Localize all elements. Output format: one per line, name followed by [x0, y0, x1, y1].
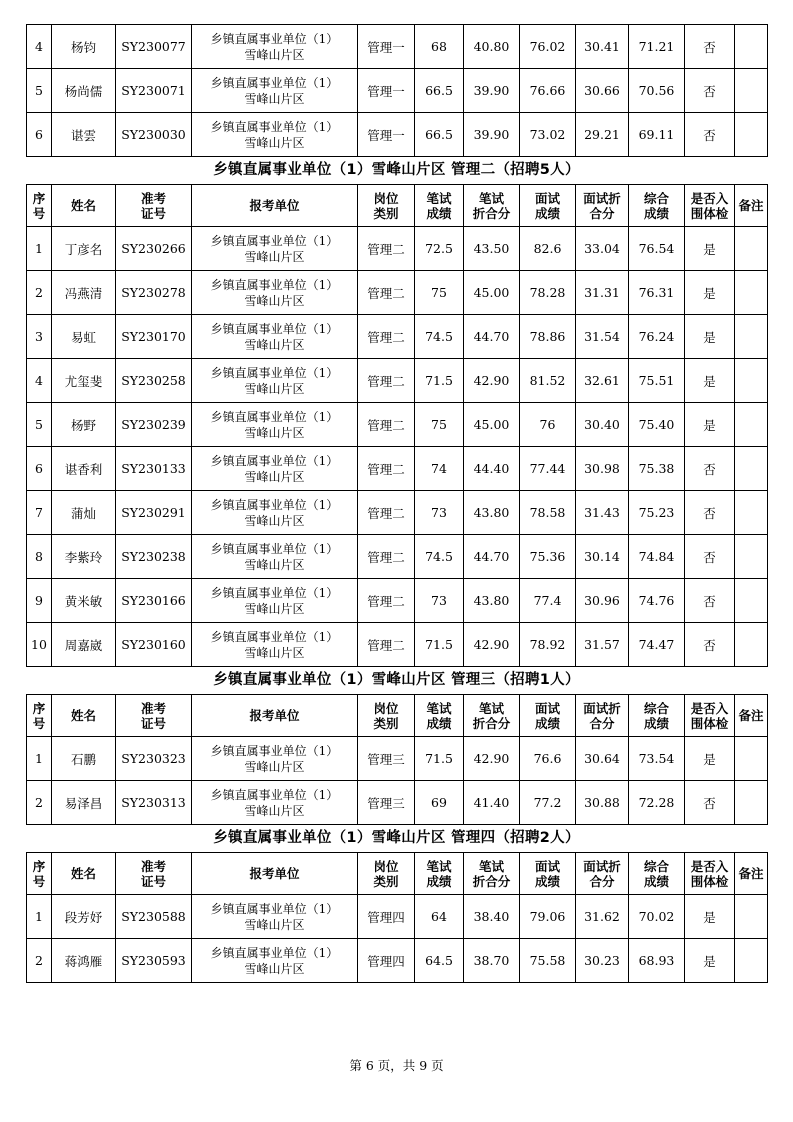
- score-table: [26, 852, 768, 983]
- col-remark-cell: [735, 271, 768, 315]
- col-ticket-cell: SY230593: [116, 939, 192, 983]
- col-written-converted-cell: 39.90: [464, 113, 520, 157]
- col-exam-entry-cell: 是: [685, 737, 735, 781]
- col-interview-header: 面试 成绩: [520, 185, 576, 227]
- table-row: [27, 579, 768, 623]
- col-name-cell: 蒋鸿雁: [52, 939, 116, 983]
- col-total-cell: 70.56: [629, 69, 685, 113]
- table-row: [27, 227, 768, 271]
- col-name-cell: 蒲灿: [52, 491, 116, 535]
- col-interview-converted-cell: 30.41: [576, 25, 629, 69]
- col-interview-converted-cell: 31.31: [576, 271, 629, 315]
- col-written-converted-cell: 38.70: [464, 939, 520, 983]
- col-written-cell: 74.5: [415, 315, 464, 359]
- col-name-cell: 段芳妤: [52, 895, 116, 939]
- col-ticket-header: 准考 证号: [116, 695, 192, 737]
- page-footer: 第 6 页，共 9 页: [349, 1058, 444, 1073]
- col-remark-header: 备注: [735, 695, 768, 737]
- col-post-cell: 管理二: [358, 315, 415, 359]
- table-row: [27, 781, 768, 825]
- col-ticket-cell: SY230030: [116, 113, 192, 157]
- col-written-cell: 64: [415, 895, 464, 939]
- section-title: 乡镇直属事业单位（1）雪峰山片区 管理二（招聘5人）: [213, 162, 580, 178]
- col-total-cell: 75.40: [629, 403, 685, 447]
- col-total-cell: 75.51: [629, 359, 685, 403]
- col-total-cell: 73.54: [629, 737, 685, 781]
- col-written-cell: 64.5: [415, 939, 464, 983]
- col-remark-cell: [735, 25, 768, 69]
- col-written-converted-cell: 42.90: [464, 359, 520, 403]
- section-title: 乡镇直属事业单位（1）雪峰山片区 管理四（招聘2人）: [213, 830, 580, 846]
- col-written-header: 笔试 成绩: [415, 185, 464, 227]
- col-seq-cell: 5: [27, 403, 52, 447]
- col-exam-entry-cell: 否: [685, 781, 735, 825]
- col-name-cell: 石鹏: [52, 737, 116, 781]
- col-unit-cell: 乡镇直属事业单位（1） 雪峰山片区: [192, 781, 358, 825]
- col-name-cell: 杨野: [52, 403, 116, 447]
- score-table: [26, 184, 768, 667]
- col-written-converted-cell: 44.70: [464, 535, 520, 579]
- col-interview-converted-cell: 30.96: [576, 579, 629, 623]
- col-interview-converted-cell: 30.23: [576, 939, 629, 983]
- col-seq-cell: 4: [27, 25, 52, 69]
- col-remark-cell: [735, 447, 768, 491]
- table-header-row: [27, 185, 768, 227]
- col-total-cell: 74.76: [629, 579, 685, 623]
- col-post-cell: 管理四: [358, 939, 415, 983]
- col-remark-cell: [735, 315, 768, 359]
- table-row: [27, 491, 768, 535]
- col-written-converted-cell: 45.00: [464, 271, 520, 315]
- col-interview-converted-header: 面试折 合分: [576, 853, 629, 895]
- col-exam-entry-cell: 是: [685, 271, 735, 315]
- col-remark-cell: [735, 579, 768, 623]
- col-interview-cell: 77.4: [520, 579, 576, 623]
- col-ticket-cell: SY230266: [116, 227, 192, 271]
- col-exam-entry-header: 是否入 围体检: [685, 853, 735, 895]
- col-ticket-cell: SY230071: [116, 69, 192, 113]
- col-remark-cell: [735, 491, 768, 535]
- col-written-cell: 75: [415, 403, 464, 447]
- col-unit-cell: 乡镇直属事业单位（1） 雪峰山片区: [192, 491, 358, 535]
- table-header-row: [27, 853, 768, 895]
- col-written-converted-cell: 43.50: [464, 227, 520, 271]
- document-page: [26, 24, 767, 983]
- col-unit-cell: 乡镇直属事业单位（1） 雪峰山片区: [192, 25, 358, 69]
- col-ticket-cell: SY230170: [116, 315, 192, 359]
- col-post-cell: 管理二: [358, 403, 415, 447]
- col-name-cell: 冯燕清: [52, 271, 116, 315]
- col-unit-cell: 乡镇直属事业单位（1） 雪峰山片区: [192, 535, 358, 579]
- col-seq-cell: 1: [27, 227, 52, 271]
- col-seq-cell: 9: [27, 579, 52, 623]
- col-interview-cell: 75.36: [520, 535, 576, 579]
- col-post-cell: 管理三: [358, 737, 415, 781]
- col-ticket-cell: SY230160: [116, 623, 192, 667]
- table-row: [27, 359, 768, 403]
- table-row: [27, 447, 768, 491]
- col-remark-cell: [735, 227, 768, 271]
- col-interview-cell: 77.44: [520, 447, 576, 491]
- col-written-cell: 75: [415, 271, 464, 315]
- col-post-header: 岗位 类别: [358, 185, 415, 227]
- col-name-cell: 尤玺斐: [52, 359, 116, 403]
- col-remark-cell: [735, 69, 768, 113]
- col-remark-cell: [735, 939, 768, 983]
- col-ticket-cell: SY230166: [116, 579, 192, 623]
- col-total-header: 综合 成绩: [629, 185, 685, 227]
- col-written-converted-header: 笔试 折合分: [464, 185, 520, 227]
- col-post-cell: 管理二: [358, 535, 415, 579]
- col-unit-cell: 乡镇直属事业单位（1） 雪峰山片区: [192, 271, 358, 315]
- col-total-header: 综合 成绩: [629, 853, 685, 895]
- col-interview-cell: 73.02: [520, 113, 576, 157]
- col-interview-cell: 81.52: [520, 359, 576, 403]
- col-unit-header: 报考单位: [192, 695, 358, 737]
- col-interview-header: 面试 成绩: [520, 853, 576, 895]
- col-exam-entry-cell: 是: [685, 227, 735, 271]
- col-seq-header: 序 号: [27, 695, 52, 737]
- col-written-cell: 74: [415, 447, 464, 491]
- col-interview-converted-cell: 30.98: [576, 447, 629, 491]
- table-row: [27, 737, 768, 781]
- col-unit-cell: 乡镇直属事业单位（1） 雪峰山片区: [192, 359, 358, 403]
- col-remark-cell: [735, 113, 768, 157]
- section-title: 乡镇直属事业单位（1）雪峰山片区 管理三（招聘1人）: [213, 672, 580, 688]
- col-interview-cell: 79.06: [520, 895, 576, 939]
- col-post-cell: 管理四: [358, 895, 415, 939]
- col-written-converted-cell: 42.90: [464, 737, 520, 781]
- col-exam-entry-cell: 否: [685, 69, 735, 113]
- col-seq-header: 序 号: [27, 185, 52, 227]
- col-name-cell: 杨钧: [52, 25, 116, 69]
- col-interview-cell: 78.86: [520, 315, 576, 359]
- col-written-cell: 74.5: [415, 535, 464, 579]
- col-interview-cell: 78.92: [520, 623, 576, 667]
- col-exam-entry-cell: 否: [685, 113, 735, 157]
- col-post-cell: 管理一: [358, 25, 415, 69]
- col-ticket-cell: SY230278: [116, 271, 192, 315]
- col-unit-header: 报考单位: [192, 185, 358, 227]
- col-written-converted-cell: 41.40: [464, 781, 520, 825]
- col-exam-entry-cell: 是: [685, 315, 735, 359]
- col-interview-converted-header: 面试折 合分: [576, 695, 629, 737]
- table-row: [27, 895, 768, 939]
- col-exam-entry-header: 是否入 围体检: [685, 695, 735, 737]
- table-row: [27, 113, 768, 157]
- col-total-cell: 74.84: [629, 535, 685, 579]
- col-exam-entry-cell: 是: [685, 939, 735, 983]
- col-total-cell: 75.23: [629, 491, 685, 535]
- col-remark-cell: [735, 737, 768, 781]
- table-row: [27, 25, 768, 69]
- col-total-cell: 71.21: [629, 25, 685, 69]
- col-total-header: 综合 成绩: [629, 695, 685, 737]
- col-written-converted-cell: 44.40: [464, 447, 520, 491]
- col-post-cell: 管理三: [358, 781, 415, 825]
- col-exam-entry-cell: 否: [685, 447, 735, 491]
- col-name-cell: 李紫玲: [52, 535, 116, 579]
- col-total-cell: 76.54: [629, 227, 685, 271]
- col-post-cell: 管理二: [358, 271, 415, 315]
- col-written-header: 笔试 成绩: [415, 853, 464, 895]
- col-ticket-cell: SY230077: [116, 25, 192, 69]
- col-interview-cell: 76.66: [520, 69, 576, 113]
- col-interview-cell: 76.02: [520, 25, 576, 69]
- col-written-converted-cell: 42.90: [464, 623, 520, 667]
- col-written-header: 笔试 成绩: [415, 695, 464, 737]
- col-post-cell: 管理二: [358, 623, 415, 667]
- col-exam-entry-cell: 是: [685, 403, 735, 447]
- table-row: [27, 271, 768, 315]
- col-written-cell: 66.5: [415, 69, 464, 113]
- score-table: [26, 24, 768, 157]
- col-written-cell: 71.5: [415, 623, 464, 667]
- col-exam-entry-header: 是否入 围体检: [685, 185, 735, 227]
- col-interview-converted-cell: 31.43: [576, 491, 629, 535]
- col-seq-cell: 1: [27, 737, 52, 781]
- col-unit-cell: 乡镇直属事业单位（1） 雪峰山片区: [192, 579, 358, 623]
- col-ticket-cell: SY230238: [116, 535, 192, 579]
- col-total-cell: 76.24: [629, 315, 685, 359]
- col-post-header: 岗位 类别: [358, 853, 415, 895]
- col-unit-cell: 乡镇直属事业单位（1） 雪峰山片区: [192, 737, 358, 781]
- col-written-cell: 69: [415, 781, 464, 825]
- col-name-cell: 丁彦名: [52, 227, 116, 271]
- col-exam-entry-cell: 否: [685, 623, 735, 667]
- col-written-converted-cell: 44.70: [464, 315, 520, 359]
- col-interview-cell: 78.58: [520, 491, 576, 535]
- col-interview-converted-cell: 30.14: [576, 535, 629, 579]
- col-ticket-cell: SY230313: [116, 781, 192, 825]
- col-interview-converted-cell: 31.62: [576, 895, 629, 939]
- col-written-converted-header: 笔试 折合分: [464, 695, 520, 737]
- col-interview-converted-cell: 31.54: [576, 315, 629, 359]
- col-remark-cell: [735, 535, 768, 579]
- col-remark-cell: [735, 623, 768, 667]
- col-seq-cell: 7: [27, 491, 52, 535]
- col-unit-cell: 乡镇直属事业单位（1） 雪峰山片区: [192, 623, 358, 667]
- col-name-cell: 谌香利: [52, 447, 116, 491]
- col-interview-converted-cell: 30.40: [576, 403, 629, 447]
- col-interview-converted-cell: 33.04: [576, 227, 629, 271]
- table-row: [27, 939, 768, 983]
- col-interview-converted-cell: 30.64: [576, 737, 629, 781]
- col-remark-cell: [735, 403, 768, 447]
- col-unit-header: 报考单位: [192, 853, 358, 895]
- col-written-converted-header: 笔试 折合分: [464, 853, 520, 895]
- col-unit-cell: 乡镇直属事业单位（1） 雪峰山片区: [192, 227, 358, 271]
- col-post-header: 岗位 类别: [358, 695, 415, 737]
- col-seq-cell: 2: [27, 939, 52, 983]
- col-seq-cell: 3: [27, 315, 52, 359]
- col-ticket-header: 准考 证号: [116, 853, 192, 895]
- col-seq-cell: 4: [27, 359, 52, 403]
- col-interview-cell: 76: [520, 403, 576, 447]
- col-name-cell: 黄米敏: [52, 579, 116, 623]
- col-written-cell: 73: [415, 491, 464, 535]
- col-post-cell: 管理二: [358, 579, 415, 623]
- col-ticket-cell: SY230588: [116, 895, 192, 939]
- table-row: [27, 69, 768, 113]
- col-seq-cell: 10: [27, 623, 52, 667]
- col-ticket-cell: SY230291: [116, 491, 192, 535]
- col-exam-entry-cell: 否: [685, 25, 735, 69]
- col-post-cell: 管理二: [358, 227, 415, 271]
- col-written-cell: 71.5: [415, 737, 464, 781]
- col-written-cell: 72.5: [415, 227, 464, 271]
- col-total-cell: 68.93: [629, 939, 685, 983]
- col-written-cell: 68: [415, 25, 464, 69]
- col-seq-cell: 1: [27, 895, 52, 939]
- col-interview-cell: 75.58: [520, 939, 576, 983]
- col-written-converted-cell: 43.80: [464, 491, 520, 535]
- col-interview-cell: 82.6: [520, 227, 576, 271]
- col-ticket-cell: SY230258: [116, 359, 192, 403]
- table-header-row: [27, 695, 768, 737]
- col-written-converted-cell: 40.80: [464, 25, 520, 69]
- col-unit-cell: 乡镇直属事业单位（1） 雪峰山片区: [192, 447, 358, 491]
- col-seq-cell: 8: [27, 535, 52, 579]
- col-unit-cell: 乡镇直属事业单位（1） 雪峰山片区: [192, 939, 358, 983]
- col-interview-cell: 76.6: [520, 737, 576, 781]
- score-table: [26, 694, 768, 825]
- col-total-cell: 75.38: [629, 447, 685, 491]
- col-written-converted-cell: 45.00: [464, 403, 520, 447]
- col-exam-entry-cell: 否: [685, 491, 735, 535]
- col-post-cell: 管理二: [358, 447, 415, 491]
- col-exam-entry-cell: 否: [685, 535, 735, 579]
- col-interview-converted-header: 面试折 合分: [576, 185, 629, 227]
- col-post-cell: 管理一: [358, 69, 415, 113]
- col-post-cell: 管理一: [358, 113, 415, 157]
- col-written-converted-cell: 39.90: [464, 69, 520, 113]
- col-ticket-cell: SY230133: [116, 447, 192, 491]
- col-name-header: 姓名: [52, 695, 116, 737]
- table-row: [27, 403, 768, 447]
- col-ticket-header: 准考 证号: [116, 185, 192, 227]
- col-exam-entry-cell: 是: [685, 895, 735, 939]
- col-post-cell: 管理二: [358, 491, 415, 535]
- col-interview-converted-cell: 31.57: [576, 623, 629, 667]
- col-unit-cell: 乡镇直属事业单位（1） 雪峰山片区: [192, 895, 358, 939]
- col-remark-header: 备注: [735, 185, 768, 227]
- col-written-cell: 66.5: [415, 113, 464, 157]
- col-seq-cell: 5: [27, 69, 52, 113]
- col-exam-entry-cell: 否: [685, 579, 735, 623]
- col-name-header: 姓名: [52, 185, 116, 227]
- table-row: [27, 315, 768, 359]
- col-name-cell: 杨尚儒: [52, 69, 116, 113]
- col-written-cell: 73: [415, 579, 464, 623]
- col-written-converted-cell: 43.80: [464, 579, 520, 623]
- col-interview-converted-cell: 30.66: [576, 69, 629, 113]
- col-unit-cell: 乡镇直属事业单位（1） 雪峰山片区: [192, 69, 358, 113]
- col-total-cell: 69.11: [629, 113, 685, 157]
- col-interview-converted-cell: 29.21: [576, 113, 629, 157]
- col-written-cell: 71.5: [415, 359, 464, 403]
- col-seq-header: 序 号: [27, 853, 52, 895]
- col-interview-cell: 77.2: [520, 781, 576, 825]
- col-total-cell: 74.47: [629, 623, 685, 667]
- col-remark-cell: [735, 781, 768, 825]
- col-remark-cell: [735, 359, 768, 403]
- col-name-cell: 谌雲: [52, 113, 116, 157]
- col-unit-cell: 乡镇直属事业单位（1） 雪峰山片区: [192, 113, 358, 157]
- col-interview-converted-cell: 30.88: [576, 781, 629, 825]
- col-total-cell: 72.28: [629, 781, 685, 825]
- col-unit-cell: 乡镇直属事业单位（1） 雪峰山片区: [192, 403, 358, 447]
- col-seq-cell: 6: [27, 447, 52, 491]
- col-total-cell: 70.02: [629, 895, 685, 939]
- table-row: [27, 535, 768, 579]
- col-seq-cell: 6: [27, 113, 52, 157]
- col-name-cell: 易泽昌: [52, 781, 116, 825]
- table-row: [27, 623, 768, 667]
- col-interview-cell: 78.28: [520, 271, 576, 315]
- col-name-header: 姓名: [52, 853, 116, 895]
- col-seq-cell: 2: [27, 781, 52, 825]
- col-post-cell: 管理二: [358, 359, 415, 403]
- col-interview-header: 面试 成绩: [520, 695, 576, 737]
- col-name-cell: 周嘉崴: [52, 623, 116, 667]
- col-interview-converted-cell: 32.61: [576, 359, 629, 403]
- col-total-cell: 76.31: [629, 271, 685, 315]
- col-seq-cell: 2: [27, 271, 52, 315]
- col-unit-cell: 乡镇直属事业单位（1） 雪峰山片区: [192, 315, 358, 359]
- col-ticket-cell: SY230239: [116, 403, 192, 447]
- col-remark-cell: [735, 895, 768, 939]
- col-exam-entry-cell: 是: [685, 359, 735, 403]
- col-remark-header: 备注: [735, 853, 768, 895]
- col-name-cell: 易虹: [52, 315, 116, 359]
- col-ticket-cell: SY230323: [116, 737, 192, 781]
- col-written-converted-cell: 38.40: [464, 895, 520, 939]
